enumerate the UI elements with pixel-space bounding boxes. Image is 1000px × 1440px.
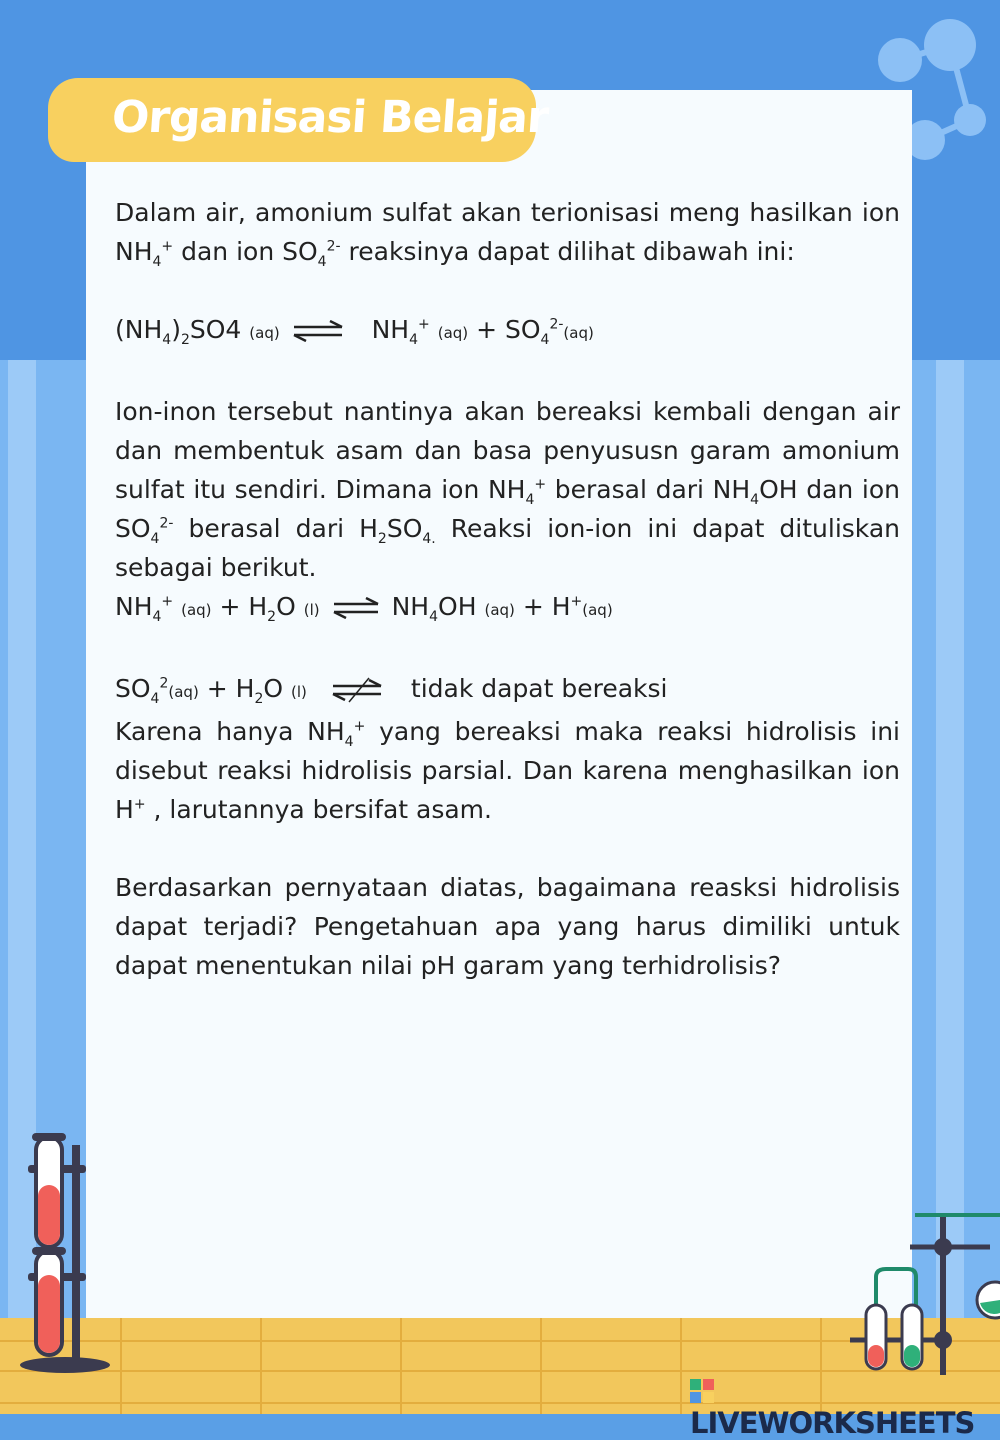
liveworksheets-logo-icon bbox=[690, 1379, 714, 1403]
equilibrium-arrow-icon bbox=[330, 597, 382, 619]
lab-equipment-icon bbox=[840, 1205, 1000, 1380]
ammonium-hydrolysis-equation: $NH_4^+$ $(aq) + H_2O$ (l) $NH_4OH$ (aq) + H+(aq) bbox=[115, 592, 613, 625]
dissociation-equation: $(NH_4)_2SO4$ (aq) $NH_4^+$ $(aq) + SO_4^{2-}(aq)$ bbox=[115, 315, 594, 348]
sulfate-equation: $SO_4^2(aq) + H_2O$ (l) tidak dapat bereaksi bbox=[115, 674, 668, 707]
wall-stripe bbox=[936, 360, 964, 1320]
no-reaction-arrow-icon bbox=[329, 677, 393, 703]
equilibrium-arrow-icon bbox=[290, 320, 346, 342]
page-title: Organisasi Belajar bbox=[110, 92, 550, 143]
worksheet-content bbox=[115, 193, 900, 985]
intro-paragraph: Dalam air, amonium sulfat akan terionisasi meng hasilkan ion $NH_4^+$ dan ion $SO_4^{2-}$ reaksinya dapat dilihat dibawah ini: bbox=[115, 198, 900, 270]
partial-hydrolysis-paragraph: Karena hanya $NH_4^+$ yang bereaksi maka reaksi hidrolisis ini disebut reaksi hidrolisis parsial. Dan karena menghasilkan ion H+ , larutannya bersifat asam. bbox=[115, 717, 900, 824]
hydrolysis-paragraph: Ion-inon tersebut nantinya akan bereaksi kembali dengan air dan membentuk asam dan basa penyususn garam amonium sulfat itu sendiri. Dimana ion $NH_4^+$ berasal dari $NH_4OH$ dan ion $SO_4^{2-}$ berasal dari $H_2SO_{4.}$ Reaksi ion-ion ini dapat dituliskan sebagai berikut. bbox=[115, 397, 900, 582]
liveworksheets-logo: LIVEWORKSHEETS bbox=[690, 1372, 1000, 1440]
question-paragraph: Berdasarkan pernyataan diatas, bagaimana reasksi hidrolisis dapat terjadi? Pengetahuan apa yang harus dimiliki untuk dapat menentukan nilai pH garam yang terhidrolisis? bbox=[115, 873, 900, 980]
test-tube-rack-icon bbox=[20, 1125, 120, 1375]
